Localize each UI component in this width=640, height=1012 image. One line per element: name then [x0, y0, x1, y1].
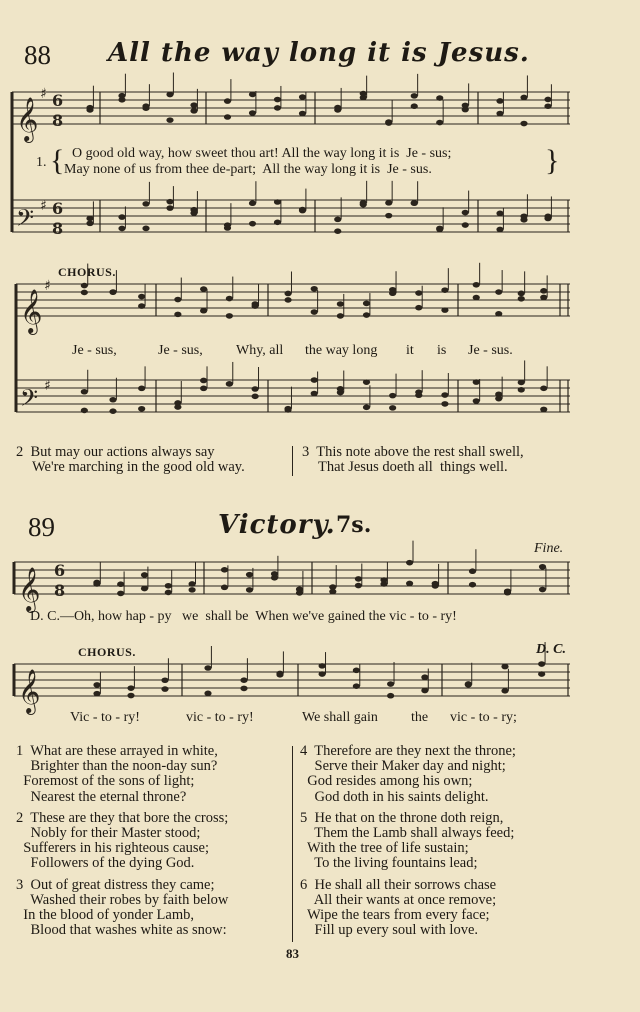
hymn-89-1-note [539, 564, 546, 570]
hymn-89-1-note [165, 583, 172, 589]
verse-line: God resides among his own; [300, 773, 473, 790]
hymn-88-treble-2-note [473, 282, 480, 288]
hymn-88-treble-2-note [284, 291, 291, 297]
hymn-88-chorus-word: Je - sus, [158, 343, 203, 358]
hymn-88-bass-1-note [142, 226, 149, 232]
hymn-88-treble-2-note [473, 295, 480, 301]
hymn-88-treble-2-note [200, 286, 207, 292]
hymn-88-bass-1-note [249, 200, 256, 206]
hymn-88-verse-2 [16, 445, 245, 475]
bass-clef-icon: 𝄢 [20, 384, 39, 417]
hymn-88-treble-2-note [495, 311, 502, 317]
hymn-88-treble-2-note [540, 288, 547, 294]
hymn-88-treble-1-note [462, 107, 469, 113]
hymn-88-treble-1-note [411, 103, 418, 109]
hymn-89-2-note [538, 671, 545, 677]
hymn-88-bass-1-note [118, 226, 125, 232]
hymn-88-treble-2-note [174, 312, 181, 318]
hymn-88-treble-1-note [436, 120, 443, 126]
verse [16, 811, 286, 872]
sharp-icon: ♯ [44, 378, 51, 394]
hymn-88-bass-1-note [142, 201, 149, 207]
hymn-88-treble-2-note [109, 289, 116, 295]
treble-clef-icon: 𝄞 [16, 97, 39, 141]
verse-line: 2 These are they that bore the cross; [16, 809, 229, 826]
hymn-89-1-note [406, 560, 413, 566]
hymn-89-2-note [501, 664, 508, 670]
verse-line: Fill up every soul with love. [300, 922, 479, 939]
hymn-88-treble-2-note [252, 301, 259, 307]
hymn-88-bass-1-note [190, 207, 197, 213]
verse-line: 2 But may our actions always say [16, 444, 215, 460]
page-number: 83 [286, 946, 299, 961]
hymn-89-2-note [421, 688, 428, 694]
verse [16, 744, 286, 805]
hymn-88-bass-2-note [200, 386, 207, 392]
verse-line: Them the Lamb shall always feed; [300, 825, 515, 842]
hymn-88-bass-2-note [415, 392, 422, 398]
hymn-89-2-note [127, 693, 134, 699]
hymn-88-treble-1-note [385, 120, 392, 126]
verse-line: 1 What are these arrayed in white, [16, 743, 218, 759]
hymn-89-1-note [141, 572, 148, 578]
hymn-89-2-note [353, 668, 360, 674]
hymn-89-dc-lyric: D. C.—Oh, how hap - py we shall be When we've gained the vic - to - ry! [30, 609, 457, 624]
verse-line: Followers of the dying God. [16, 855, 195, 872]
verse-line: 4 Therefore are they next the throne; [300, 743, 516, 759]
hymn-89-verses-left [16, 744, 286, 938]
hymn-89-2-note [204, 691, 211, 697]
hymn-89-number: 89 [28, 512, 55, 542]
hymn-88-chorus-word: Je - sus. [468, 343, 513, 358]
verse-line: God doth in his saints delight. [300, 788, 489, 805]
hymn-88-treble-2-note [337, 301, 344, 307]
hymn-88-bass-2-note [518, 380, 525, 386]
hymn-88-bass-time-signature-denominator: 8 [52, 219, 64, 238]
hymn-88-treble-1-note [334, 105, 341, 111]
hymn-88-treble-1-note [520, 121, 527, 127]
hymn-89-1-note [406, 581, 413, 587]
hymn-88-treble-2-note [415, 290, 422, 296]
hymn-88-treble-1-note [274, 105, 281, 111]
verse-line: That Jesus doeth all things well. [318, 459, 508, 476]
hymn-88-bass-1-note [385, 200, 392, 206]
verse-line: Sufferers in his righteous cause; [16, 840, 210, 857]
hymn-88-treble-1-note [544, 97, 551, 103]
hymn-88-chorus-word: is [437, 343, 447, 358]
verse-line: To the living fountains lead; [300, 855, 478, 872]
hymn-88-treble-1-note [166, 117, 173, 123]
brace-right: } [545, 144, 560, 177]
hymn-88-bass-2-note [174, 404, 181, 410]
hymn-89-2-note [161, 686, 168, 692]
hymn-88-bass-2-note [311, 377, 318, 383]
hymn-89-2-note [465, 681, 472, 687]
verse-line: Foremost of the sons of light; [16, 773, 195, 790]
hymn-89-2-note [127, 685, 134, 691]
hymn-88-treble-2-note [441, 287, 448, 293]
hymn-88-treble-1-note [411, 93, 418, 99]
hymn-89-1-note [221, 567, 228, 573]
hymn-88-treble-2-note [81, 290, 88, 296]
hymn-89-2-note [387, 681, 394, 687]
hymn-88-treble-1-note [544, 103, 551, 109]
hymn-88-chorus-word: it [406, 343, 414, 358]
hymn-88-bass-2-note [311, 391, 318, 397]
hymn-88-bass-1-note [496, 227, 503, 233]
hymn-88-bass-2-note [138, 406, 145, 412]
hymn-89-time-signature-numerator: 6 [54, 561, 66, 580]
hymn-88-treble-2-note [389, 287, 396, 293]
hymn-88-treble-1-note [190, 108, 197, 114]
hymn-88-number: 88 [24, 40, 51, 70]
treble-clef-icon: 𝄞 [18, 567, 41, 611]
hymn-89-chorus-word: vic - to - ry; [450, 710, 517, 725]
verse-line: Brighter than the noon-day sun? [16, 758, 218, 775]
hymn-88-chorus-word: Je - sus, [72, 343, 117, 358]
verse-line: Nobly for their Master stood; [16, 825, 201, 842]
hymn-89-1-note [469, 568, 476, 574]
hymn-89-chorus-word: We shall gain [302, 710, 378, 725]
hymn-89-1-note [117, 581, 124, 587]
hymn-89-2-note [421, 674, 428, 680]
verse-line: 3 This note above the rest shall swell, [302, 444, 524, 460]
hymn-89-1-note [141, 586, 148, 592]
verse [300, 878, 600, 939]
hymn-88-bass-2-note [226, 381, 233, 387]
hymn-88-bass-1-note [520, 217, 527, 223]
hymn-88-bass-1-note [224, 225, 231, 231]
hymn-88-treble-1-note [118, 97, 125, 103]
hymn-88-treble-1-note [166, 92, 173, 98]
fine-mark: Fine. [534, 541, 564, 556]
hymn-88-verse-number: 1. [36, 155, 47, 170]
hymn-88-treble-2-note [441, 307, 448, 313]
verse-line: With the tree of life sustain; [300, 840, 469, 857]
hymn-88-bass-1-note [166, 199, 173, 205]
hymn-88-bass-1-note [544, 214, 551, 220]
hymn-88-bass-2-note [441, 401, 448, 407]
hymn-88-bass-1-note [118, 214, 125, 220]
hymn-88-treble-2-note [363, 301, 370, 307]
hymn-88-bass-1-note [299, 207, 306, 213]
hymn-89-1-note [355, 583, 362, 589]
hymn-89-1-note [380, 577, 387, 583]
verse-line: In the blood of yonder Lamb, [16, 907, 194, 924]
hymn-88-lyric-line-2: May none of us from thee de-part; All the way long it is Je - sus. [64, 162, 432, 177]
hymn-89-1-note [117, 591, 124, 597]
verse-line: Washed their robes by faith below [16, 891, 229, 908]
treble-clef-icon: 𝄞 [20, 289, 43, 333]
verse-line: 5 He that on the throne doth reign, [300, 809, 504, 826]
verse [16, 878, 286, 939]
hymn-89-2-note [353, 683, 360, 689]
verse-line: Wipe the tears from every face; [300, 907, 490, 924]
hymn-89-2-note [240, 677, 247, 683]
hymn-88-treble-1-note [520, 95, 527, 101]
hymn-88-lyric-line-1: O good old way, how sweet thou art! All the way long it is Je - sus; [72, 146, 452, 161]
hymn-88-treble-1-note [299, 111, 306, 117]
hymn-88-treble-1-note [224, 98, 231, 104]
hymn-88-treble-2-note [311, 286, 318, 292]
sharp-icon: ♯ [44, 278, 51, 294]
hymn-89-2-note [319, 663, 326, 669]
hymn-89-1-note [189, 581, 196, 587]
hymn-88-bass-2-note [109, 397, 116, 403]
hymn-88-bass-1-note [462, 222, 469, 228]
hymn-88-bass-2-note [540, 386, 547, 392]
hymn-88-treble-1-note [142, 105, 149, 111]
hymn-88-bass-1-note [166, 205, 173, 211]
hymn-88-treble-1-note [190, 102, 197, 108]
hymn-88-bass-1-note [334, 228, 341, 234]
hymn-88-treble-1-note [249, 110, 256, 116]
hymn-88-chorus-word: the way long [305, 343, 378, 358]
column-divider [292, 746, 293, 942]
hymn-88-bass-2-note [363, 405, 370, 411]
verse-line: 3 Out of great distress they came; [16, 876, 215, 893]
hymn-88-treble-2-note [226, 296, 233, 302]
hymn-88-bass-2-note [518, 387, 525, 393]
hymn-88-title: All the way long it is Jesus. [108, 38, 530, 68]
verse-line: All their wants at once remove; [300, 891, 497, 908]
hymn-88-bass-2-note [389, 405, 396, 411]
hymn-89-2-note [501, 688, 508, 694]
hymn-88-treble-1-note [436, 95, 443, 101]
hymn-89-1-note [296, 586, 303, 592]
hymn-88-bass-time-signature-numerator: 6 [52, 199, 64, 218]
hymn-88-bass-1-note [334, 217, 341, 223]
hymn-89-chorus-word: the [411, 710, 429, 725]
bass-clef-icon: 𝄢 [16, 204, 35, 237]
hymn-89-1-note [189, 587, 196, 593]
hymn-88-treble-2-note [337, 313, 344, 319]
column-divider [292, 446, 293, 476]
hymn-88-verse-3 [302, 445, 524, 475]
verse-line: Blood that washes white as snow: [16, 922, 227, 939]
hymn-88-treble-1-note [360, 91, 367, 97]
hymn-88-bass-1-note [385, 213, 392, 219]
hymn-88-treble-2-note [138, 303, 145, 309]
verse-line: We're marching in the good old way. [32, 459, 245, 476]
hymn-89-1-note [165, 590, 172, 596]
hymn-88-bass-1-note [274, 199, 281, 205]
verse-line: 6 He shall all their sorrows chase [300, 876, 497, 893]
brace-left: { [50, 144, 65, 177]
hymn-88-bass-2-note [81, 389, 88, 395]
hymn-89-1-note [504, 590, 511, 596]
hymn-89-1-note [432, 581, 439, 587]
hymn-88-chorus-label: CHORUS. [58, 265, 116, 279]
hymn-89-2-note [93, 682, 100, 688]
hymn-88-treble-2-note [540, 295, 547, 301]
hymn-88-bass-2-note [337, 386, 344, 392]
sharp-icon: ♯ [40, 86, 47, 102]
dc-mark: D. C. [536, 642, 566, 657]
hymn-89-chorus-word: vic - to - ry! [186, 710, 254, 725]
hymn-89-1-note [246, 587, 253, 593]
hymn-88-bass-2-note [252, 386, 259, 392]
hymn-88-bass-1-note [86, 221, 93, 227]
hymn-88-bass-1-note [411, 200, 418, 206]
treble-clef-icon: 𝄞 [18, 669, 41, 713]
hymn-88-treble-2-note [311, 309, 318, 315]
hymn-88-bass-2-note [138, 386, 145, 392]
verse-line: Nearest the eternal throne? [16, 788, 187, 805]
hymn-89-2-note [240, 686, 247, 692]
hymn-88-bass-1-note [360, 202, 367, 208]
hymn-89-1-note [329, 589, 336, 595]
hymn-88-treble-1-note [249, 92, 256, 98]
hymn-88-bass-2-note [81, 408, 88, 414]
hymn-89-1-note [469, 582, 476, 588]
hymn-89-2-note [538, 661, 545, 667]
hymn-89-1-note [355, 576, 362, 582]
hymn-88-bass-2-note [109, 408, 116, 414]
hymn-88-bass-2-note [441, 392, 448, 398]
hymn-88-treble-2-note [284, 297, 291, 303]
verse [300, 811, 600, 872]
hymn-88-bass-1-note [436, 226, 443, 232]
hymn-89-meter: 7s. [336, 512, 372, 538]
hymn-89-1-note [246, 572, 253, 578]
hymn-89-2-note [276, 672, 283, 678]
hymn-88-treble-2-note [415, 305, 422, 311]
hymn-89-1-note [221, 585, 228, 591]
hymn-88-bass-2-note [284, 407, 291, 413]
hymn-89-2-note [204, 665, 211, 671]
hymn-88-bass-1-note [462, 210, 469, 216]
hymn-89-title: Victory. [218, 510, 336, 540]
hymn-88-treble-2-note [518, 296, 525, 302]
hymn-88-treble-2-note [518, 291, 525, 297]
hymn-88-treble-2-note [226, 313, 233, 319]
hymn-88-bass-2-note [473, 398, 480, 404]
hymn-88-bass-2-note [473, 379, 480, 385]
hymn-88-time-signature-denominator: 8 [52, 111, 64, 130]
hymn-88-bass-2-note [540, 407, 547, 413]
hymn-88-treble-1-note [299, 94, 306, 100]
hymn-88-treble-2-note [81, 283, 88, 289]
hymn-89-1-note [93, 580, 100, 586]
hymn-88-bass-2-note [363, 379, 370, 385]
hymn-88-bass-1-note [249, 221, 256, 227]
hymn-88-bass-1-note [274, 220, 281, 226]
hymn-88-bass-1-note [496, 211, 503, 217]
hymn-88-bass-2-note [389, 393, 396, 399]
hymn-88-treble-2-note [138, 294, 145, 300]
hymn-89-2-note [387, 693, 394, 699]
hymn-88-treble-2-note [363, 312, 370, 318]
verse [300, 744, 600, 805]
hymn-89-2-note [93, 691, 100, 697]
hymn-88-treble-1-note [274, 97, 281, 103]
hymn-88-treble-2-note [495, 289, 502, 295]
hymn-89-2-note [319, 671, 326, 677]
hymn-88-bass-2-note [200, 378, 207, 384]
hymn-89-time-signature-denominator: 8 [54, 581, 66, 600]
hymn-88-bass-1-note [86, 216, 93, 222]
hymn-88-treble-2-note [174, 297, 181, 303]
hymn-88-treble-1-note [496, 111, 503, 117]
hymn-89-verses-right [300, 744, 600, 938]
hymn-89-1-note [271, 571, 278, 577]
hymn-88-bass-2-note [252, 394, 259, 400]
hymn-89-chorus-label: CHORUS. [78, 645, 136, 659]
hymn-88-time-signature-numerator: 6 [52, 91, 64, 110]
hymn-89-chorus-word: Vic - to - ry! [70, 710, 140, 725]
hymn-88-treble-1-note [224, 114, 231, 120]
hymn-88-bass-2-note [495, 391, 502, 397]
hymn-88-treble-1-note [86, 107, 93, 113]
hymn-88-chorus-word: Why, all [236, 343, 284, 358]
hymn-88-treble-1-note [496, 98, 503, 104]
sharp-icon: ♯ [40, 198, 47, 214]
hymn-89-2-note [161, 677, 168, 683]
hymn-89-1-note [539, 587, 546, 593]
verse-line: Serve their Maker day and night; [300, 758, 506, 775]
hymn-88-treble-2-note [200, 308, 207, 314]
